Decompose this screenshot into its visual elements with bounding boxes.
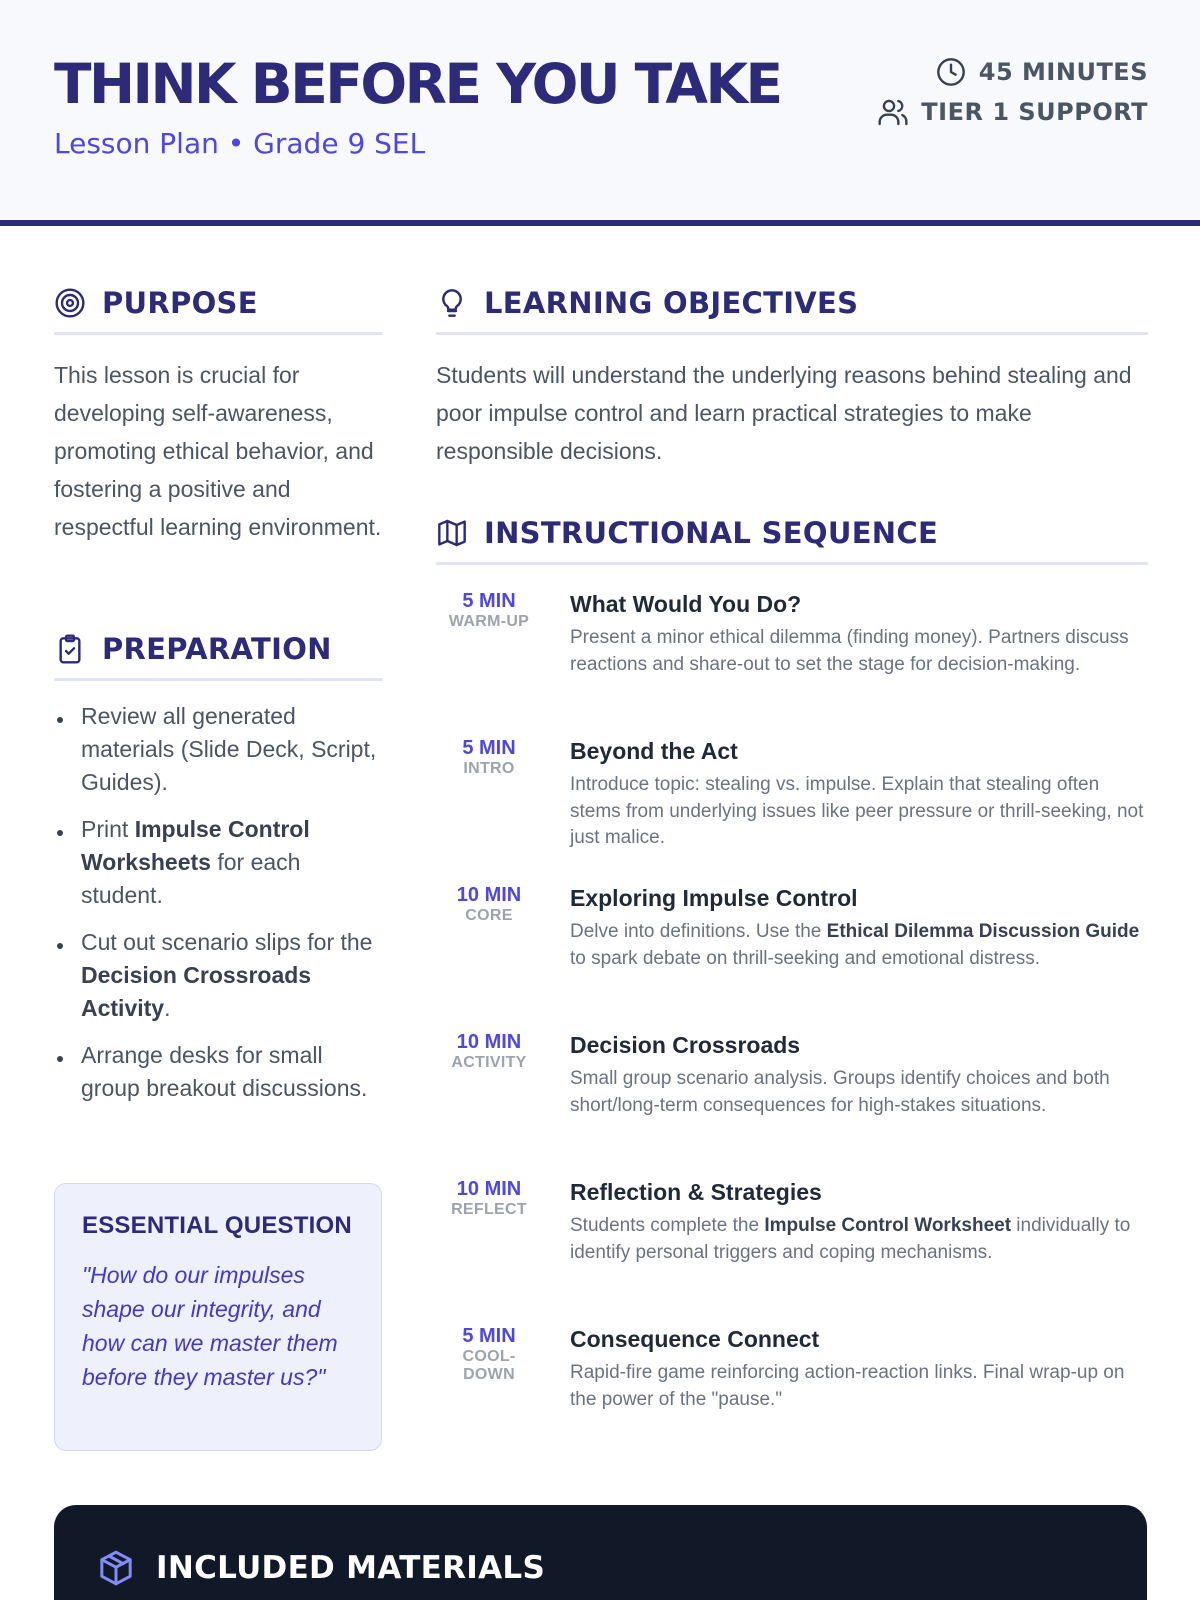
sequence-step xyxy=(436,1030,1148,1119)
step-content xyxy=(570,883,1148,972)
objectives-heading-label: LEARNING OBJECTIVES xyxy=(484,286,859,320)
objectives-text: Students will understand the underlying reasons behind stealing and poor impulse control and learn practical strategies to make responsible decisions. xyxy=(436,362,1132,464)
materials-panel xyxy=(54,1505,1147,1600)
duration-text: 45 MINUTES xyxy=(978,58,1148,86)
support-text: TIER 1 SUPPORT xyxy=(921,98,1148,126)
map-icon xyxy=(436,517,468,549)
list-item: Print Impulse Control Worksheets for each student. xyxy=(54,813,384,912)
sequence-step xyxy=(436,736,1148,852)
step-content xyxy=(570,589,1148,678)
target-icon xyxy=(54,287,86,319)
step-minutes: 10 MIN xyxy=(456,1031,522,1053)
essential-question-quote: "How do our impulses shape our integrity, and how can we master them before they master us?" xyxy=(82,1262,338,1390)
step-phase: WARM-UP xyxy=(448,613,530,630)
page-subtitle: Lesson Plan • Grade 9 SEL xyxy=(54,127,426,160)
step-title: Beyond the Act xyxy=(570,738,738,764)
sequence-step xyxy=(436,589,1148,678)
step-phase: INTRO xyxy=(463,760,515,777)
preparation-heading-label: PREPARATION xyxy=(102,632,332,666)
step-content xyxy=(570,1324,1148,1413)
step-description: Small group scenario analysis. Groups identify choices and both short/long-term consequences for high-stakes situations. xyxy=(570,1068,1110,1116)
essential-question-label: ESSENTIAL QUESTION xyxy=(82,1212,352,1239)
step-phase: REFLECT xyxy=(451,1201,527,1218)
step-content xyxy=(570,1030,1148,1119)
step-description: Delve into definitions. Use the Ethical Dilemma Discussion Guide to spark debate on thrill-seeking and emotional distress. xyxy=(570,921,1140,969)
step-minutes: 10 MIN xyxy=(456,884,522,906)
step-content xyxy=(570,736,1148,852)
step-phase: CORE xyxy=(465,907,513,924)
lightbulb-icon xyxy=(436,287,468,319)
support-meta xyxy=(828,92,1148,132)
clock-icon xyxy=(935,56,967,88)
step-time xyxy=(436,1030,542,1119)
essential-question-box xyxy=(54,1183,382,1451)
step-time xyxy=(436,883,542,972)
step-title: What Would You Do? xyxy=(570,591,802,617)
step-time xyxy=(436,1324,542,1413)
step-minutes: 5 MIN xyxy=(462,1325,516,1347)
step-time xyxy=(436,736,542,852)
package-icon xyxy=(96,1548,136,1588)
step-title: Exploring Impulse Control xyxy=(570,885,858,911)
step-description: Introduce topic: stealing vs. impulse. Explain that stealing often stems from underlying issues like peer pressure or thrill-seeking, not just malice. xyxy=(570,774,1144,848)
materials-heading xyxy=(96,1548,545,1588)
sequence-step xyxy=(436,1324,1148,1413)
step-title: Consequence Connect xyxy=(570,1326,820,1352)
sequence-step xyxy=(436,1177,1148,1266)
purpose-heading xyxy=(54,286,382,335)
sequence-step xyxy=(436,883,1148,972)
sequence-heading xyxy=(436,516,1148,565)
clipboard-check-icon xyxy=(54,633,86,665)
step-title: Decision Crossroads xyxy=(570,1032,801,1058)
step-minutes: 5 MIN xyxy=(462,590,516,612)
duration-meta xyxy=(828,52,1148,92)
preparation-list xyxy=(54,700,384,1119)
list-item: Arrange desks for small group breakout discussions. xyxy=(54,1039,384,1105)
step-time xyxy=(436,1177,542,1266)
purpose-heading-label: PURPOSE xyxy=(102,286,258,320)
preparation-heading xyxy=(54,632,382,681)
step-title: Reflection & Strategies xyxy=(570,1179,822,1205)
list-item: Review all generated materials (Slide Deck, Script, Guides). xyxy=(54,700,384,799)
list-item: Cut out scenario slips for the Decision Crossroads Activity. xyxy=(54,926,384,1025)
users-icon xyxy=(877,96,909,128)
page-title: THINK BEFORE YOU TAKE xyxy=(54,52,781,116)
step-phase: COOL-DOWN xyxy=(462,1348,516,1383)
objectives-heading xyxy=(436,286,1148,335)
step-description: Present a minor ethical dilemma (finding money). Partners discuss reactions and share-out to set the stage for decision-making. xyxy=(570,627,1129,675)
purpose-text: This lesson is crucial for developing self-awareness, promoting ethical behavior, and fostering a positive and respectful learning environment. xyxy=(54,362,382,540)
page-header xyxy=(0,0,1200,226)
step-phase: ACTIVITY xyxy=(451,1054,527,1071)
step-minutes: 5 MIN xyxy=(462,737,516,759)
step-description: Rapid-fire game reinforcing action-reaction links. Final wrap-up on the power of the "pause." xyxy=(570,1362,1125,1410)
lesson-meta xyxy=(828,52,1148,132)
step-minutes: 10 MIN xyxy=(456,1178,522,1200)
sequence-heading-label: INSTRUCTIONAL SEQUENCE xyxy=(484,516,939,550)
materials-heading-label: INCLUDED MATERIALS xyxy=(156,1550,546,1586)
step-content xyxy=(570,1177,1148,1266)
step-time xyxy=(436,589,542,678)
step-description: Students complete the Impulse Control Worksheet individually to identify personal triggers and coping mechanisms. xyxy=(570,1215,1131,1263)
